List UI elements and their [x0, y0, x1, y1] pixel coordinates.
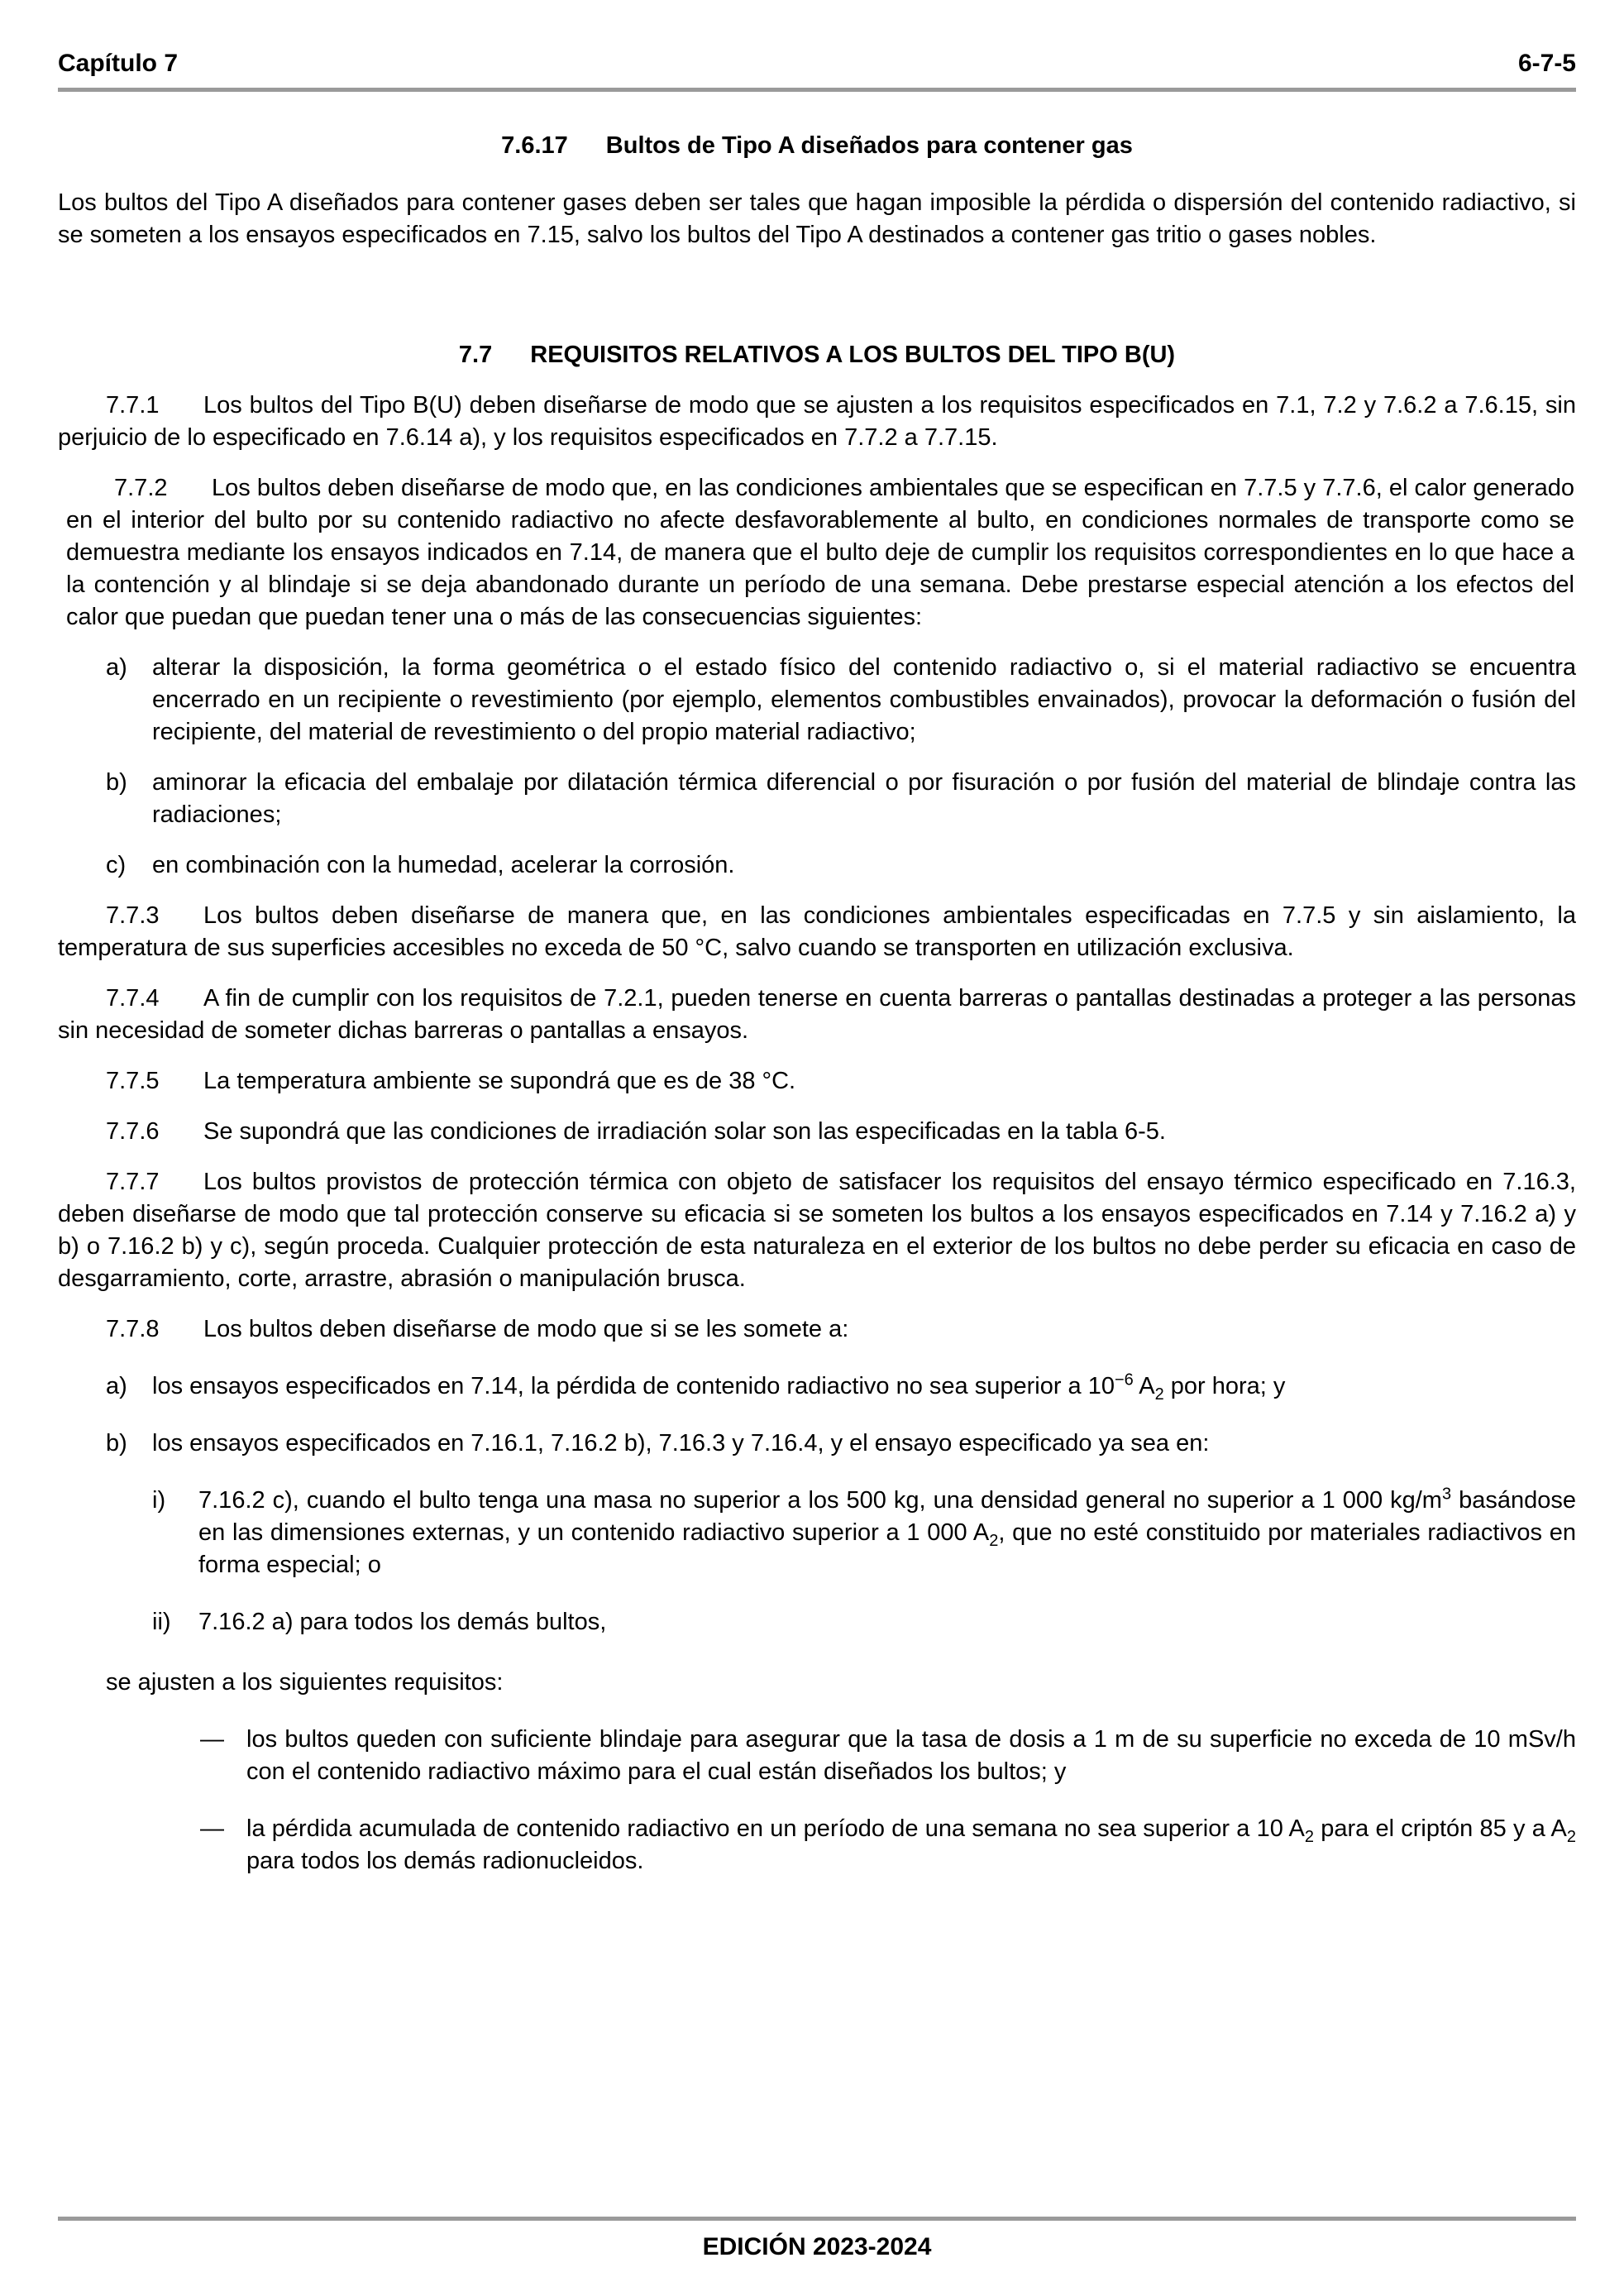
section-7-6-17-body: Los bultos del Tipo A diseñados para contener gases deben ser tales que hagan imposible la pérdida o dispersión del contenido radiactivo, si se someten a los ensayos especificados en 7.15, salvo los bultos del Tipo A destinados a contener gas tritio o gases nobles. — [58, 189, 1576, 248]
text-run: la pérdida acumulada de contenido radiactivo en un período de una semana no sea superior a 10 A — [246, 1815, 1305, 1842]
chapter-label: Capítulo 7 — [58, 50, 179, 77]
paragraph-number: 7.7.2 — [114, 475, 168, 501]
list-item-b — [58, 767, 1576, 831]
paragraph-text: Se supondrá que las condiciones de irradiación solar son las especificadas en la tabla 6-5. — [203, 1118, 1166, 1145]
list-label: c) — [106, 852, 127, 878]
list-item-c — [58, 849, 1576, 882]
dash-item-2 — [58, 1813, 1576, 1877]
paragraph-text: Los bultos del Tipo B(U) deben diseñarse de modo que se ajusten a los requisitos especificados en 7.1, 7.2 y 7.6.2 a 7.6.15, sin perjuicio de lo especificado en 7.6.14 a), y los requisitos especificados en 7.7.2 a 7.7.15. — [58, 392, 1576, 451]
paragraph-text: Los bultos deben diseñarse de manera que, en las condiciones ambientales especificadas en 7.7.5 y sin aislamiento, la temperatura de sus superficies accesibles no exceda de 50 °C, salvo cuando se transporten en utilización exclusiva. — [58, 902, 1576, 961]
subscript: 2 — [1304, 1827, 1314, 1846]
subscript: 2 — [1566, 1827, 1576, 1846]
paragraph-7-7-8 — [58, 1313, 1576, 1346]
list-label: a) — [106, 654, 127, 681]
list-text: alterar la disposición, la forma geométrica o el estado físico del contenido radiactivo o, si el material radiactivo se encuentra encerrado en un recipiente o revestimiento (por ejemplo, elementos combustibles envainados), provocar la deformación o fusión del recipiente, del material de revestimiento o del propio material radiactivo; — [152, 654, 1576, 745]
paragraph-number: 7.7.5 — [106, 1068, 160, 1094]
paragraph-7-7-3 — [58, 900, 1576, 964]
paragraph-number: 7.7.6 — [106, 1118, 160, 1145]
section-title: REQUISITOS RELATIVOS A LOS BULTOS DEL TIPO B(U) — [530, 342, 1176, 368]
paragraph-number: 7.7.4 — [106, 985, 160, 1012]
paragraph-text: Los bultos provistos de protección térmica con objeto de satisfacer los requisitos del ensayo térmico especificado en 7.16.3, deben diseñarse de modo que tal protección conserve su eficacia si se someten los bultos a los ensayos especificados en 7.14 y 7.16.2 a) y b) o 7.16.2 b) y c), según proceda. Cualquier protección de esta naturaleza en el exterior de los bultos no debe perder su eficacia en caso de desgarramiento, corte, arrastre, abrasión o manipulación brusca. — [58, 1169, 1576, 1292]
list-label: i) — [152, 1487, 166, 1514]
paragraph-7-7-4 — [58, 983, 1576, 1047]
footer-rule — [58, 2217, 1576, 2221]
edition-footer: EDICIÓN 2023-2024 — [702, 2233, 932, 2260]
document-page — [58, 41, 1576, 2266]
superscript: −6 — [1114, 1370, 1134, 1390]
list-label: b) — [106, 769, 127, 796]
list-item-a — [58, 652, 1576, 749]
list-text: 7.16.2 a) para todos los demás bultos, — [198, 1609, 607, 1635]
page-header — [58, 41, 1576, 78]
section-7-6-17-heading — [58, 130, 1576, 162]
dash-bullet: — — [200, 1815, 224, 1842]
list-text — [246, 1813, 1576, 1877]
text-run: A — [1133, 1373, 1155, 1399]
closing-sentence: se ajusten a los siguientes requisitos: — [106, 1669, 504, 1696]
dash-bullet: — — [200, 1726, 224, 1753]
paragraph-text: Los bultos deben diseñarse de modo que si se les somete a: — [203, 1316, 849, 1342]
text-run: , que no esté constituido por materiales radiactivos en forma especial; o — [198, 1519, 1576, 1578]
list-text — [198, 1485, 1576, 1581]
section-number: 7.6.17 — [501, 132, 568, 159]
text-run: 7.16.2 c), cuando el bulto tenga una masa no superior a los 500 kg, una densidad general no superior a 1 000 kg/m — [198, 1487, 1442, 1514]
superscript: 3 — [1441, 1485, 1452, 1504]
paragraph-text: La temperatura ambiente se supondrá que es de 38 °C. — [203, 1068, 796, 1094]
list-text — [152, 1370, 1576, 1403]
sub-item-i — [58, 1485, 1576, 1581]
section-number: 7.7 — [458, 342, 493, 368]
list-item-b — [58, 1428, 1576, 1460]
list-label: b) — [106, 1430, 127, 1457]
page-number: 6-7-5 — [1517, 50, 1576, 77]
list-text: aminorar la eficacia del embalaje por dilatación térmica diferencial o por fisuración o por fusión del material de blindaje contra las radiaciones; — [152, 769, 1576, 828]
text-run: basándose en las dimensiones externas, y un contenido radiactivo superior a 1 000 A — [198, 1487, 1576, 1546]
sub-item-ii — [58, 1606, 1576, 1638]
paragraph-7-7-1 — [58, 390, 1576, 454]
list-label: ii) — [152, 1609, 171, 1635]
text-run: para el criptón 85 y a A — [1313, 1815, 1567, 1842]
section-7-7-heading — [58, 339, 1576, 371]
header-rule — [58, 88, 1576, 92]
paragraph-text: Los bultos deben diseñarse de modo que, en las condiciones ambientales que se especifican en 7.7.5 y 7.7.6, el calor generado en el interior del bulto por su contenido radiactivo no afecte desfavorablemente al bulto, en condiciones normales de transporte como se demuestra mediante los ensayos indicados en 7.14, de manera que el bulto deje de cumplir los requisitos correspondientes en lo que hace a la contención y al blindaje si se deja abandonado durante un período de una semana. Debe prestarse especial atención a los efectos del calor que puedan que puedan tener una o más de las consecuencias siguientes: — [66, 475, 1574, 630]
list-item-a — [58, 1370, 1576, 1403]
list-label: a) — [106, 1373, 127, 1399]
section-title: Bultos de Tipo A diseñados para contener gas — [605, 132, 1133, 159]
dash-item-1 — [58, 1724, 1576, 1788]
paragraph-7-7-7 — [58, 1166, 1576, 1295]
document-body — [58, 130, 1576, 1877]
paragraph-number: 7.7.7 — [106, 1169, 160, 1195]
paragraph-7-7-2 — [58, 472, 1576, 634]
list-text: en combinación con la humedad, acelerar la corrosión. — [152, 852, 735, 878]
paragraph-number: 7.7.1 — [106, 392, 160, 419]
list-text: los bultos queden con suficiente blindaje para asegurar que la tasa de dosis a 1 m de su superficie no exceda de 10 mSv/h con el contenido radiactivo máximo para el cual están diseñados los bultos; y — [246, 1726, 1576, 1785]
paragraph-text: A fin de cumplir con los requisitos de 7.2.1, pueden tenerse en cuenta barreras o pantallas destinadas a proteger a las personas sin necesidad de someter dichas barreras o pantallas a ensayos. — [58, 985, 1576, 1044]
subscript: 2 — [1154, 1385, 1164, 1404]
text-run: por hora; y — [1163, 1373, 1286, 1399]
paragraph-7-7-6 — [58, 1116, 1576, 1148]
paragraph-number: 7.7.8 — [106, 1316, 160, 1342]
paragraph-7-7-5 — [58, 1065, 1576, 1098]
list-text: los ensayos especificados en 7.16.1, 7.16.2 b), 7.16.3 y 7.16.4, y el ensayo especificado ya sea en: — [152, 1430, 1210, 1457]
subscript: 2 — [989, 1531, 999, 1550]
text-run: los ensayos especificados en 7.14, la pérdida de contenido radiactivo no sea superior a 10 — [152, 1373, 1115, 1399]
text-run: para todos los demás radionucleidos. — [246, 1848, 644, 1874]
paragraph-number: 7.7.3 — [106, 902, 160, 929]
